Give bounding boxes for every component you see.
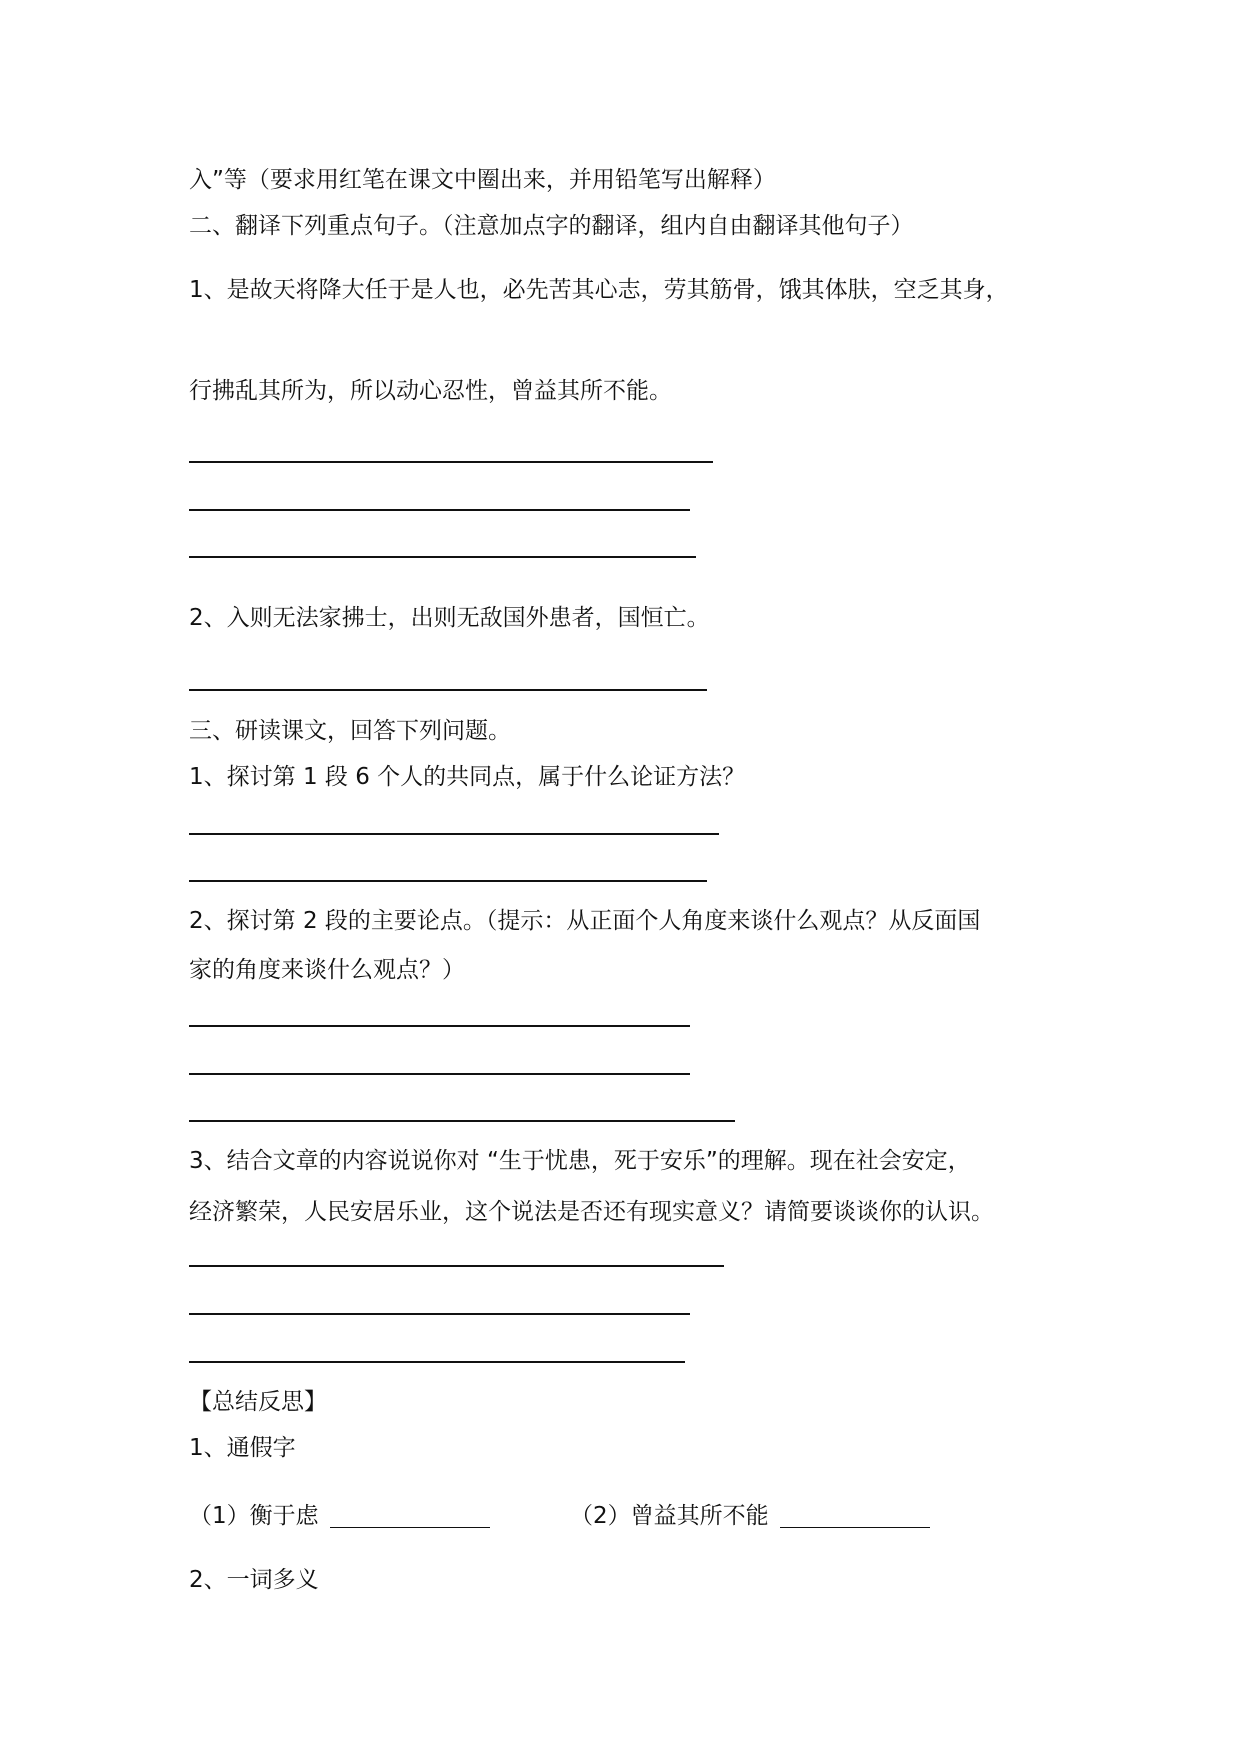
fill-blank[interactable] [780,1527,930,1528]
subheading-tongjiazi: 1、通假字 [189,1435,296,1461]
question-text: 3、结合文章的内容说说你对 “生于忧患，死于安乐”的理解。现在社会安定， [189,1148,971,1174]
answer-line[interactable] [189,509,690,511]
question-text: 2、入则无法家拂士，出则无敌国外患者，国恒亡。 [189,605,710,631]
fill-item-label: （1）衡于虑 [189,1503,319,1529]
answer-line[interactable] [189,1361,685,1363]
question-text: 家的角度来谈什么观点？） [189,957,465,983]
answer-line[interactable] [189,461,713,463]
answer-line[interactable] [189,1265,724,1267]
question-text: 2、探讨第 2 段的主要论点。（提示：从正面个人角度来谈什么观点？从反面国 [189,908,981,934]
question-text: 1、是故天将降大任于是人也，必先苦其心志，劳其筋骨，饿其体肤，空乏其身， [189,277,1009,303]
answer-line[interactable] [189,1073,690,1075]
fill-item-label: （2）曾益其所不能 [570,1503,769,1529]
section-heading-summary: 【总结反思】 [189,1389,327,1415]
fill-blank[interactable] [330,1527,490,1528]
text-line: 入”等（要求用红笔在课文中圈出来，并用铅笔写出解释） [189,167,776,193]
answer-line[interactable] [189,1313,690,1315]
question-text: 行拂乱其所为，所以动心忍性，曾益其所不能。 [189,378,672,404]
answer-line[interactable] [189,880,707,882]
answer-line[interactable] [189,689,707,691]
answer-line[interactable] [189,1025,690,1027]
question-text: 经济繁荣，人民安居乐业，这个说法是否还有现实意义？请简要谈谈你的认识。 [189,1199,994,1225]
answer-line[interactable] [189,556,696,558]
question-text: 1、探讨第 1 段 6 个人的共同点，属于什么论证方法？ [189,764,746,790]
answer-line[interactable] [189,833,719,835]
subheading-polysemy: 2、一词多义 [189,1567,319,1593]
section-heading-study: 三、研读课文，回答下列问题。 [189,718,511,744]
answer-line[interactable] [189,1120,735,1122]
section-heading-translation: 二、翻译下列重点句子。（注意加点字的翻译，组内自由翻译其他句子） [189,213,914,239]
